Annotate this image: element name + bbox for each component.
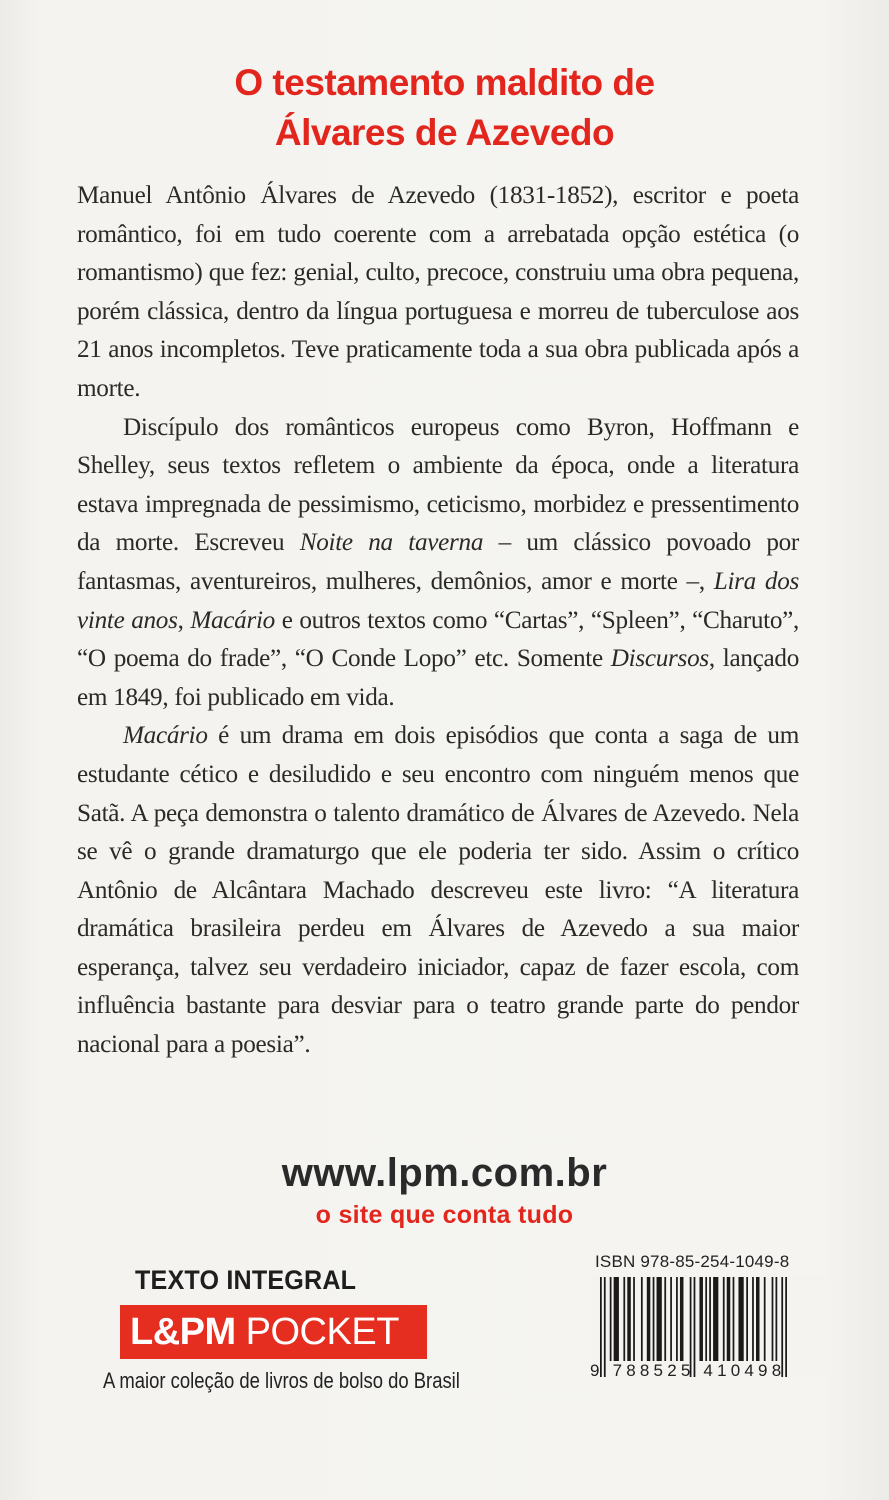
barcode-bar: [764, 1277, 766, 1361]
work-title-macario: Macário: [190, 606, 275, 634]
synopsis-paragraph-2: [77, 409, 799, 718]
lpm-pocket-logo: [120, 1305, 427, 1359]
work-title-lira-dos-vinte-anos: Lira dos vinte anos: [77, 567, 799, 634]
barcode-bar: [653, 1277, 655, 1361]
barcode-bar: [680, 1277, 684, 1361]
synopsis-text: [77, 177, 799, 1065]
collection-tagline: A maior coleção de livros de bolso do Brasil: [103, 1368, 460, 1393]
text-span: é um drama em dois episódios que conta a saga de um estudante cético e desiludido e seu encontro com ninguém menos que Satã. A peça demonstra o talento dramático de Álvares de Azevedo. Nela se vê o grande dramaturgo que ele poderia ter sido. Assim o crítico Antônio de Alcântara Machado descreveu este livro: “A literatura dramática brasileira perdeu em Álvares de Azevedo a sua maior esperança, talvez seu verdadeiro iniciador, capaz de fazer escola, com influência bastante para desviar para o teatro grande parte do pendor nacional para a poesia”.: [77, 722, 799, 1059]
text-span: e outros textos como “Cartas”, “Spleen”, “Charuto”, “O poema do frade”, “O Conde Lopo” etc. Somente: [77, 606, 799, 673]
website-tagline: o site que conta tudo: [315, 1201, 574, 1229]
headline-line-1: O testamento maldito de: [234, 62, 655, 103]
barcode-bar: [623, 1277, 625, 1361]
cover-headline: [0, 58, 889, 158]
logo-series: POCKET: [245, 1311, 399, 1353]
barcode-bar: [627, 1277, 631, 1361]
barcode-bar: [713, 1277, 718, 1361]
barcode-bar: [699, 1277, 703, 1361]
text-span: ,: [177, 606, 191, 634]
barcode-bar: [670, 1277, 672, 1361]
headline-line-2: Álvares de Azevedo: [274, 112, 615, 153]
barcode-bar: [752, 1277, 754, 1361]
barcode-bar: [746, 1277, 748, 1361]
logo-brand: L&PM: [130, 1311, 236, 1353]
work-title-noite-na-taverna: Noite na taverna: [299, 529, 484, 557]
work-title-macario: Macário: [123, 722, 208, 750]
text-span: , lançado em 1849, foi publicado em vida.: [77, 645, 799, 711]
barcode-bar: [723, 1277, 725, 1361]
work-title-discursos: Discursos: [610, 645, 709, 673]
barcode-bar: [727, 1277, 731, 1361]
barcode-bar: [647, 1277, 651, 1361]
barcode-bar: [676, 1277, 678, 1361]
isbn-label: ISBN 978-85-254-1049-8: [595, 1252, 790, 1271]
barcode-bar: [705, 1277, 707, 1361]
barcode-bar: [614, 1277, 619, 1361]
barcode-bar: [610, 1277, 612, 1361]
synopsis-paragraph-3: [77, 717, 799, 1064]
barcode-digits: 9 788525 410498: [590, 1361, 786, 1380]
barcode-bar: [664, 1277, 666, 1361]
barcode-bar: [738, 1277, 743, 1361]
barcode-bar: [772, 1277, 774, 1361]
text-span: – um clássico povoado por fantasmas, aventureiros, mulheres, demônios, amor e morte –,: [77, 529, 800, 595]
barcode-bar: [709, 1277, 711, 1361]
synopsis-paragraph-1: Manuel Antônio Álvares de Azevedo (1831-1852), escritor e poeta romântico, foi em tudo coerente com a arrebatada opção estética (o romantismo) que fez: genial, culto, precoce, construiu uma obra pequena, porém clássica, dentro da língua portuguesa e morreu de tuberculose aos 21 anos incompletos. Teve praticamente toda a sua obra publicada após a morte.: [77, 182, 799, 402]
barcode-bar: [633, 1277, 635, 1361]
barcode-bar: [733, 1277, 735, 1361]
texto-integral-label: TEXTO INTEGRAL: [135, 1265, 357, 1295]
publisher-website[interactable]: www.lpm.com.br: [281, 1151, 608, 1195]
barcode-bar: [756, 1277, 760, 1361]
barcode-bar: [776, 1277, 778, 1361]
text-span: Discípulo dos românticos europeus como Byron, Hoffmann e Shelley, seus textos refletem o ambiente da época, onde a literatura estava impregnada de pessimismo, ceticismo, morbidez e pressentimento da morte. Escreveu: [77, 413, 799, 557]
barcode-bar: [657, 1277, 662, 1361]
barcode-bar: [641, 1277, 643, 1361]
